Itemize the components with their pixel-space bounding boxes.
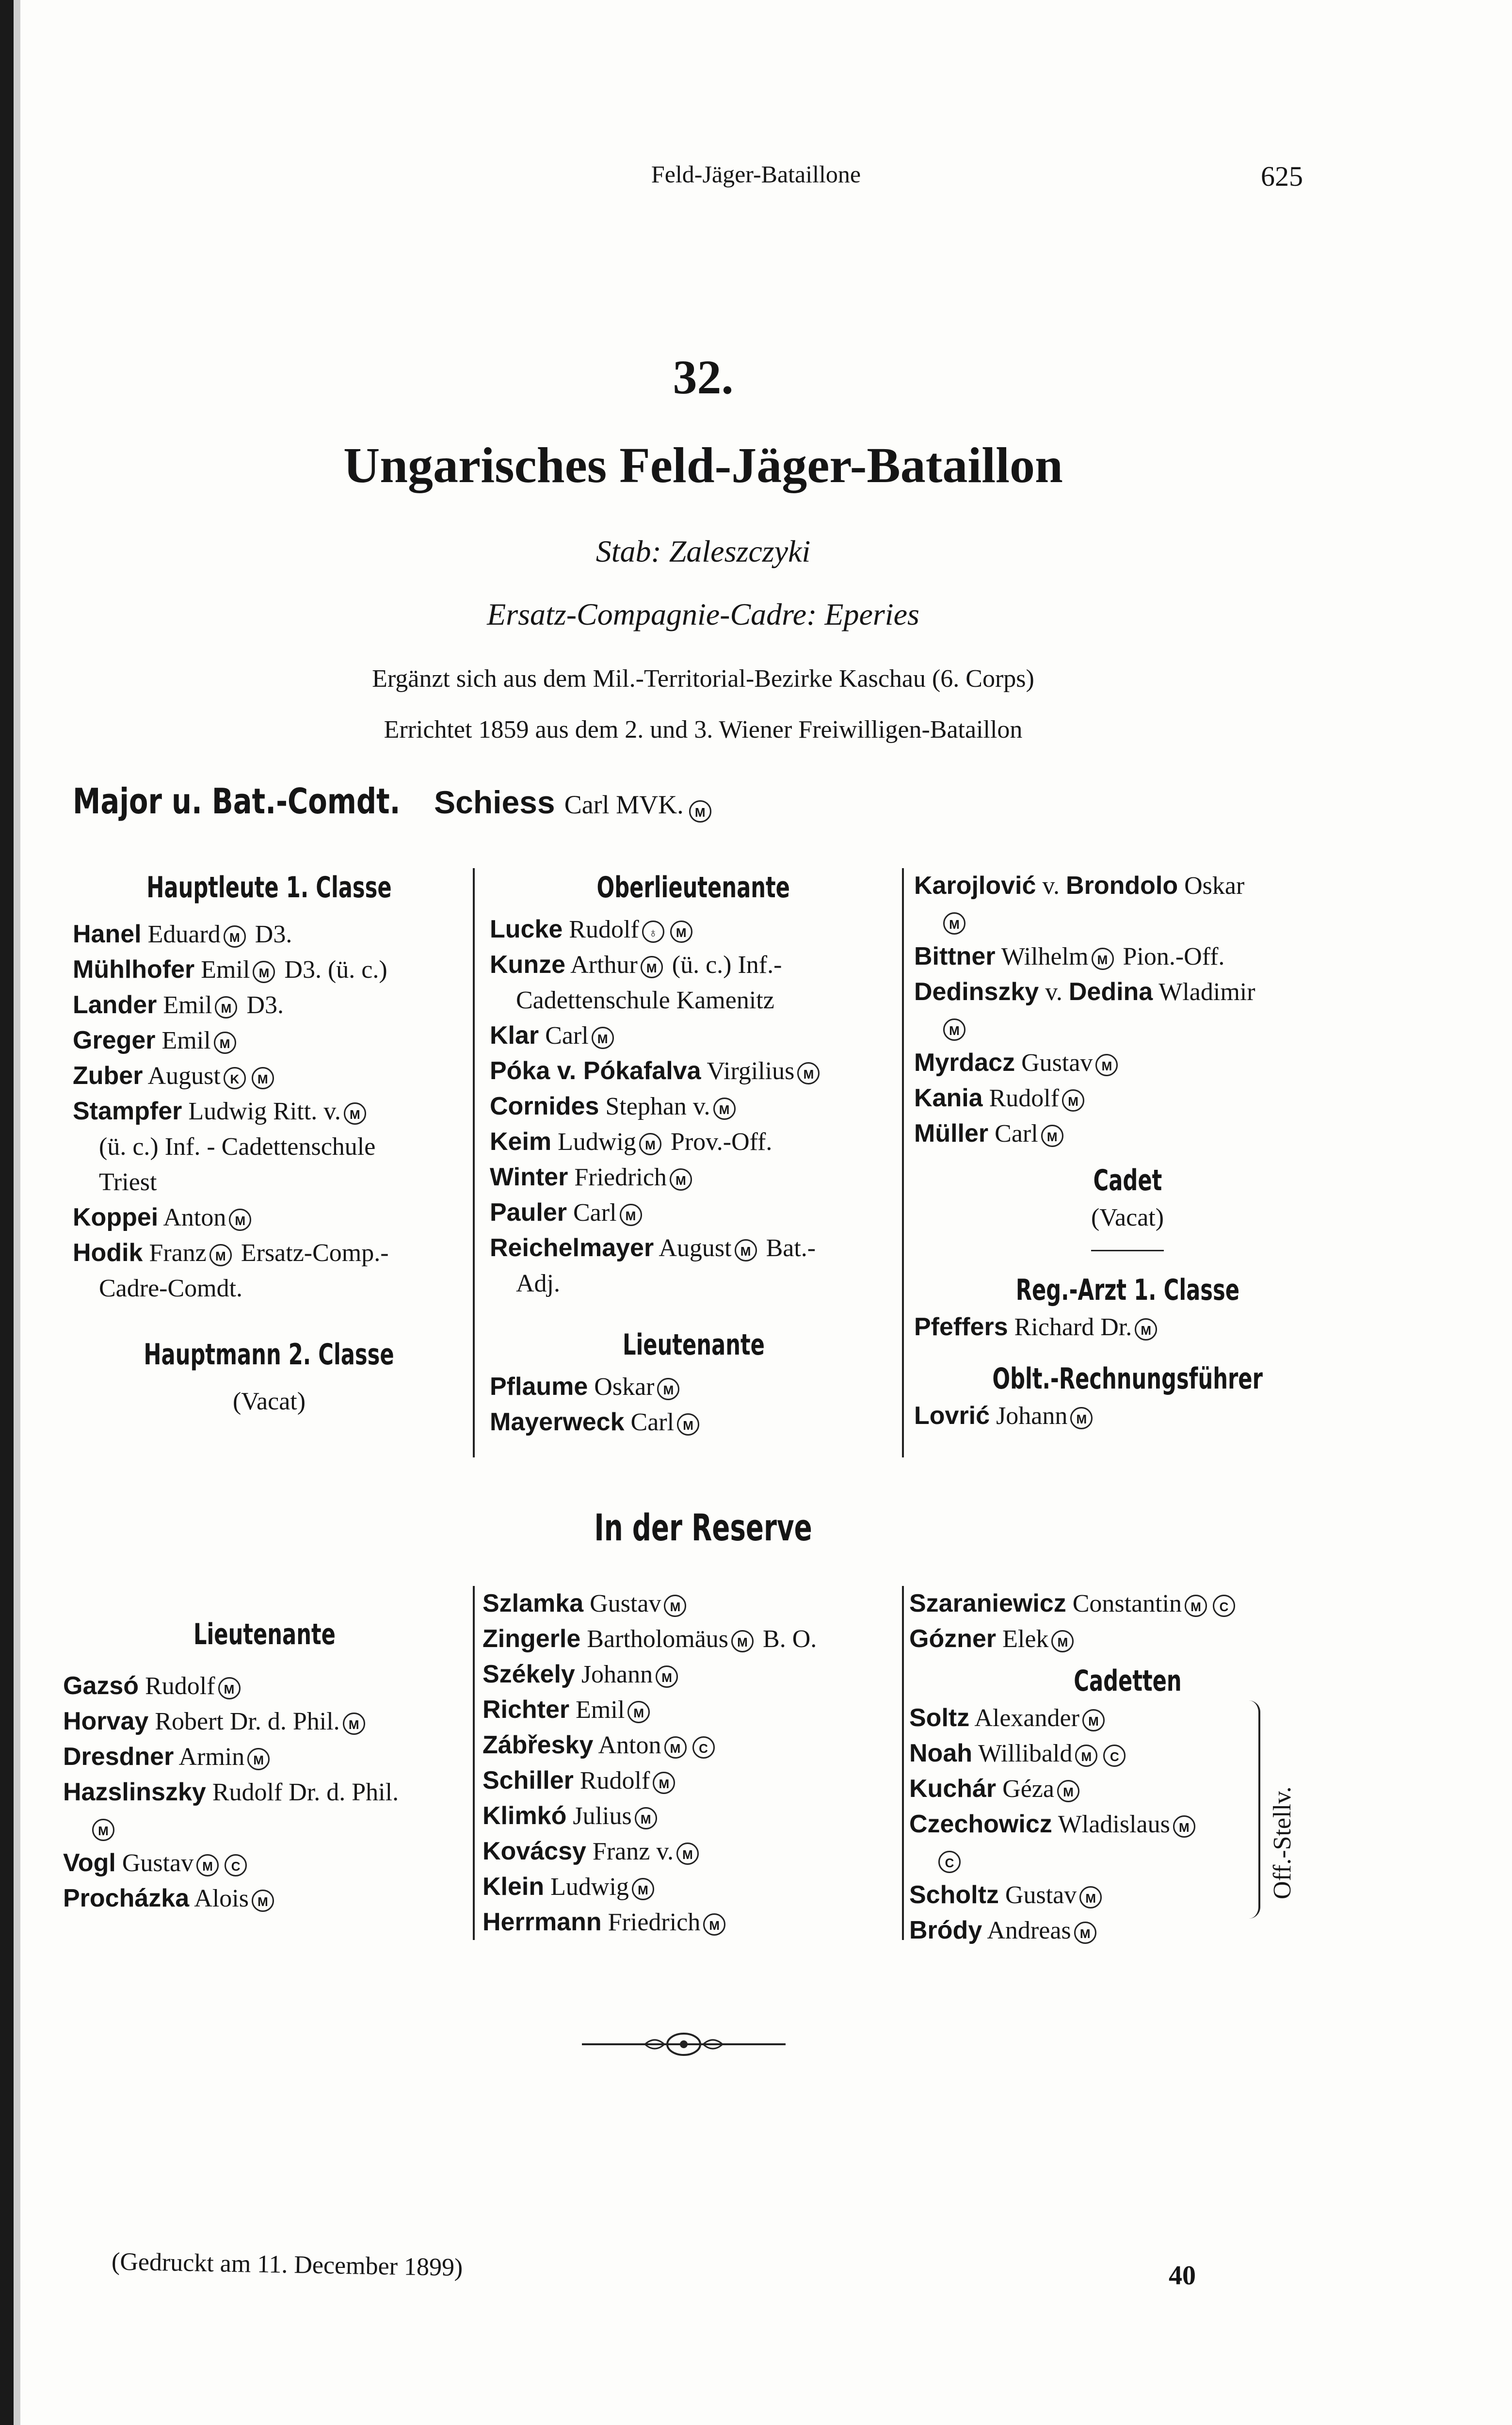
surname: Klein	[483, 1873, 545, 1901]
surname: Kania	[914, 1084, 983, 1112]
surname: Pflaume	[490, 1373, 588, 1401]
stab-line: Stab: Zaleszczyki	[595, 534, 811, 568]
merit-medal-icon: M	[676, 1843, 699, 1865]
surname: Keim	[490, 1128, 552, 1156]
surname: Scholtz	[909, 1881, 999, 1909]
divider	[1091, 1250, 1164, 1251]
active-column-1	[73, 868, 466, 1419]
surname: Soltz	[909, 1704, 970, 1732]
merit-medal-icon: M	[1051, 1630, 1074, 1652]
list-item: Kunze Arthur M (ü. c.) Inf.-	[490, 951, 782, 979]
list-item: Mühlhofer Emil M D3. (ü. c.)	[73, 955, 387, 984]
merit-medal-icon: M	[1041, 1125, 1063, 1147]
surname: Kovácsy	[483, 1837, 586, 1865]
list-item: Szlamka Gustav M	[483, 1586, 895, 1621]
merit-medal-icon: M	[1185, 1595, 1207, 1617]
merit-medal-icon: M	[664, 1736, 687, 1759]
list-item: Herrmann Friedrich M	[483, 1905, 895, 1940]
surname: Dedina	[1068, 978, 1153, 1006]
surname: Herrmann	[483, 1908, 602, 1936]
merit-medal-icon: M	[641, 956, 663, 978]
merit-medal-icon: M	[689, 800, 711, 823]
merit-medal-icon: M	[252, 1067, 274, 1089]
list-item: Reichelmayer August M Bat.-	[490, 1234, 816, 1262]
list-item: Stampfer Ludwig Ritt. v. M	[73, 1094, 466, 1129]
decoration-icon: ♁	[642, 921, 664, 943]
battalion-number: 32.	[673, 350, 734, 404]
merit-medal-icon: M	[1075, 1745, 1097, 1767]
merit-medal-icon: M	[214, 1032, 236, 1054]
reserve-lieutenante-heading: Lieutenante	[193, 1617, 336, 1651]
merit-medal-icon: M	[1070, 1407, 1093, 1429]
surname: Brondolo	[1066, 872, 1178, 900]
list-item: Triest	[99, 1168, 157, 1196]
merit-medal-icon: M	[1074, 1922, 1096, 1944]
surname: Hanel	[73, 920, 142, 948]
cadetten-bracket-label: Off.-Stellv.	[1269, 1786, 1296, 1899]
reserve-lieutenante-list	[63, 1668, 466, 1916]
merit-medal-icon: M	[1092, 948, 1114, 970]
surname: Procházka	[63, 1884, 190, 1912]
list-item: Bittner Wilhelm M Pion.-Off.	[914, 942, 1225, 970]
sheet-signature: 40	[1169, 2261, 1196, 2291]
rechnungsfuehrer-heading: Oblt.-Rechnungsführer	[992, 1362, 1263, 1396]
surname: Myrdacz	[914, 1049, 1015, 1077]
merit-medal-icon: M	[627, 1701, 650, 1723]
list-item: Richter Emil M	[483, 1692, 895, 1728]
c-medal-icon: C	[938, 1851, 961, 1873]
merit-medal-icon: M	[92, 1819, 114, 1841]
surname: Reichelmayer	[490, 1234, 654, 1262]
list-item: Cadettenschule Kamenitz	[516, 986, 774, 1014]
running-title: Feld-Jäger-Bataillone	[651, 161, 861, 188]
hauptleute-1-heading: Hauptleute 1. Classe	[146, 871, 392, 905]
surname: Lander	[73, 991, 157, 1019]
hauptleute-1-list	[73, 917, 466, 1306]
merit-medal-icon: M	[1135, 1318, 1157, 1341]
k-medal-icon: K	[224, 1067, 246, 1089]
column-rule	[902, 868, 904, 1457]
surname: Zingerle	[483, 1625, 581, 1653]
list-item: Klein Ludwig M	[483, 1869, 895, 1905]
list-item: Scholtz Gustav M	[909, 1877, 1346, 1913]
merit-medal-icon: M	[215, 996, 237, 1018]
list-item: Czechowicz Wladislaus M	[909, 1807, 1346, 1842]
list-item: Mayerweck Carl M	[490, 1405, 897, 1440]
list-item: Myrdacz Gustav M	[914, 1045, 1341, 1081]
surname: Koppei	[73, 1203, 159, 1231]
list-item: Noah Willibald M C	[909, 1736, 1346, 1771]
list-item: Lovrić Johann M	[914, 1398, 1341, 1434]
list-item: Bródy Andreas M	[909, 1913, 1346, 1948]
list-item	[914, 904, 1341, 939]
surname: Póka v. Pókafalva	[490, 1057, 701, 1085]
cadetten-heading: Cadetten	[1073, 1664, 1182, 1698]
rechnungsfuehrer-list	[914, 1398, 1341, 1434]
surname: Gózner	[909, 1625, 997, 1653]
list-item	[63, 1810, 466, 1845]
surname: Dresdner	[63, 1743, 174, 1771]
list-item: Zingerle Bartholomäus M B. O.	[483, 1625, 817, 1653]
reserve-heading: In der Reserve	[594, 1506, 812, 1549]
list-item: Kuchár Géza M	[909, 1771, 1346, 1807]
list-item: Hodik Franz M Ersatz-Comp.-	[73, 1239, 389, 1267]
merit-medal-icon: M	[620, 1204, 642, 1226]
cadet-heading: Cadet	[1093, 1164, 1162, 1197]
surname: Dedinszky	[914, 978, 1039, 1006]
merit-medal-icon: M	[797, 1062, 820, 1084]
surname: Greger	[73, 1026, 156, 1054]
lieutenante-heading: Lieutenante	[622, 1328, 765, 1362]
commander-line	[73, 781, 714, 823]
column-rule	[473, 1586, 475, 1940]
errichtet-line: Errichtet 1859 aus dem 2. und 3. Wiener Freiwilligen-Bataillon	[384, 716, 1023, 744]
surname: Vogl	[63, 1849, 116, 1877]
list-item: Pflaume Oskar M	[490, 1369, 897, 1405]
surname: Bródy	[909, 1916, 982, 1944]
list-item: Póka v. Pókafalva Virgilius M	[490, 1053, 897, 1089]
surname: Klar	[490, 1021, 539, 1050]
merit-medal-icon: M	[1057, 1780, 1079, 1802]
list-item: Horvay Robert Dr. d. Phil. M	[63, 1704, 466, 1739]
list-item: Lander Emil M D3.	[73, 991, 284, 1019]
cadetten-bracket	[1249, 1700, 1260, 1919]
surname: Kuchár	[909, 1775, 997, 1803]
merit-medal-icon: M	[943, 912, 965, 935]
list-item: Gózner Elek M	[909, 1621, 1346, 1657]
surname: Richter	[483, 1696, 570, 1724]
ersatz-line: Ersatz-Compagnie-Cadre: Eperies	[487, 597, 919, 631]
merit-medal-icon: M	[344, 1102, 366, 1125]
merit-medal-icon: M	[224, 925, 246, 948]
list-item: Zuber August K M	[73, 1058, 466, 1094]
surname: Horvay	[63, 1707, 149, 1735]
merit-medal-icon: M	[657, 1378, 679, 1400]
c-medal-icon: C	[1103, 1745, 1126, 1767]
list-item: Gazsó Rudolf M	[63, 1668, 466, 1704]
cadet-vacat: (Vacat)	[1091, 1204, 1164, 1231]
surname: Müller	[914, 1119, 989, 1148]
merit-medal-icon: M	[218, 1677, 241, 1699]
reserve-column-3-list	[909, 1586, 1346, 1657]
column-rule	[473, 868, 475, 1457]
surname: Zuber	[73, 1062, 143, 1090]
column-rule	[902, 1586, 904, 1940]
commander-rest: Carl MVK.	[564, 790, 684, 819]
surname: Schiller	[483, 1766, 574, 1794]
lieutenante-list	[490, 1369, 897, 1440]
list-item: Székely Johann M	[483, 1657, 895, 1692]
oberlieutenante-list	[490, 912, 897, 1301]
merit-medal-icon: M	[1062, 1089, 1084, 1112]
list-item: Klar Carl M	[490, 1018, 897, 1053]
c-medal-icon: C	[1213, 1595, 1235, 1617]
merit-medal-icon: M	[670, 1168, 692, 1191]
surname: Cornides	[490, 1092, 599, 1120]
merit-medal-icon: M	[343, 1713, 365, 1735]
merit-medal-icon: M	[196, 1854, 219, 1876]
reg-arzt-heading: Reg.-Arzt 1. Classe	[1015, 1273, 1239, 1307]
ornament-divider	[577, 2030, 790, 2059]
list-item: Hazslinszky Rudolf Dr. d. Phil.	[63, 1778, 399, 1806]
merit-medal-icon: M	[943, 1018, 965, 1041]
surname: Stampfer	[73, 1097, 182, 1125]
list-item: Cornides Stephan v. M	[490, 1089, 897, 1124]
list-item: Dedinszky v. Dedina Wladimir	[914, 978, 1255, 1006]
surname: Pfeffers	[914, 1313, 1008, 1341]
list-item: Zábřesky Anton M C	[483, 1728, 895, 1763]
list-item: Pauler Carl M	[490, 1195, 897, 1230]
commander-rank: Major u. Bat.-Comdt.	[73, 781, 401, 822]
reg-arzt-list	[914, 1310, 1341, 1345]
erganzt-line: Ergänzt sich aus dem Mil.-Territorial-Bezirke Kaschau (6. Corps)	[372, 665, 1034, 693]
list-item: Hanel Eduard M D3.	[73, 920, 292, 948]
list-item: Vogl Gustav M C	[63, 1845, 466, 1881]
merit-medal-icon: M	[1095, 1054, 1118, 1076]
merit-medal-icon: M	[664, 1595, 686, 1617]
surname: Czechowicz	[909, 1810, 1052, 1838]
list-item: Kania Rudolf M	[914, 1081, 1341, 1116]
merit-medal-icon: M	[635, 1807, 657, 1829]
merit-medal-icon: M	[653, 1772, 675, 1794]
merit-medal-icon: M	[632, 1878, 654, 1900]
commander-surname: Schiess	[434, 784, 555, 820]
surname: Karojlović	[914, 872, 1036, 900]
surname: Zábřesky	[483, 1731, 594, 1759]
surname: Lucke	[490, 915, 563, 943]
merit-medal-icon: M	[670, 921, 692, 943]
merit-medal-icon: M	[713, 1098, 736, 1120]
list-item: Keim Ludwig M Prov.-Off.	[490, 1128, 772, 1156]
surname: Hazslinszky	[63, 1778, 206, 1806]
surname: Mayerweck	[490, 1408, 625, 1436]
merit-medal-icon: M	[735, 1239, 757, 1261]
surname: Winter	[490, 1163, 568, 1191]
list-item: Lucke Rudolf ♁ M	[490, 912, 897, 947]
merit-medal-icon: M	[252, 1890, 274, 1912]
reserve-column-3	[909, 1586, 1346, 1948]
c-medal-icon: C	[692, 1736, 715, 1759]
surname: Klimkó	[483, 1802, 567, 1830]
list-item: Soltz Alexander M	[909, 1700, 1346, 1736]
battalion-name: Ungarisches Feld-Jäger-Bataillon	[343, 437, 1063, 493]
list-item: Winter Friedrich M	[490, 1160, 897, 1195]
merit-medal-icon: M	[1082, 1709, 1105, 1731]
surname: Szaraniewicz	[909, 1589, 1066, 1617]
active-column-3	[914, 868, 1341, 1434]
printed-date: (Gedruckt am 11. December 1899)	[111, 2247, 463, 2282]
merit-medal-icon: M	[639, 1133, 661, 1155]
list-item: Schiller Rudolf M	[483, 1763, 895, 1798]
merit-medal-icon: M	[229, 1209, 251, 1231]
oberlieutenante-heading: Oberlieutenante	[596, 871, 790, 905]
merit-medal-icon: M	[677, 1413, 699, 1436]
list-item: Koppei Anton M	[73, 1200, 466, 1235]
list-item: Dresdner Armin M	[63, 1739, 466, 1775]
list-item: Karojlović v. Brondolo Oskar	[914, 872, 1245, 900]
surname: Noah	[909, 1739, 972, 1767]
list-item: Adj.	[516, 1270, 560, 1297]
merit-medal-icon: M	[703, 1913, 725, 1936]
list-item: Szaraniewicz Constantin M C	[909, 1586, 1346, 1621]
list-item: Greger Emil M	[73, 1023, 466, 1058]
surname: Szlamka	[483, 1589, 584, 1617]
reserve-column-2-list	[483, 1586, 895, 1940]
list-item: (ü. c.) Inf. - Cadettenschule	[99, 1133, 376, 1161]
list-item: Procházka Alois M	[63, 1881, 466, 1916]
list-item: Cadre-Comdt.	[99, 1275, 243, 1302]
merit-medal-icon: M	[1173, 1815, 1195, 1838]
merit-medal-icon: M	[209, 1244, 232, 1266]
list-item: Kovácsy Franz v. M	[483, 1834, 895, 1869]
surname: Gazsó	[63, 1672, 139, 1700]
merit-medal-icon: M	[253, 961, 275, 983]
surname: Hodik	[73, 1239, 143, 1267]
merit-medal-icon: M	[1079, 1886, 1102, 1908]
surname: Lovrić	[914, 1402, 990, 1430]
surname: Mühlhofer	[73, 955, 195, 984]
list-item: Müller Carl M	[914, 1116, 1341, 1151]
reserve-column-1	[63, 1615, 466, 1916]
list-item: Klimkó Julius M	[483, 1798, 895, 1834]
list-item	[914, 1010, 1341, 1045]
reserve-column-2	[483, 1586, 895, 1940]
c-medal-icon: C	[225, 1854, 247, 1876]
hauptmann-2-vacat: (Vacat)	[232, 1388, 306, 1415]
list-item: Pfeffers Richard Dr. M	[914, 1310, 1341, 1345]
surname: Bittner	[914, 942, 996, 970]
column-3-list	[914, 868, 1341, 1151]
active-column-2	[490, 868, 897, 1440]
surname: Kunze	[490, 951, 565, 979]
merit-medal-icon: M	[731, 1630, 754, 1652]
page-number: 625	[1261, 161, 1303, 192]
surname: Pauler	[490, 1198, 567, 1227]
merit-medal-icon: M	[247, 1748, 270, 1770]
reserve-heading-wrap	[0, 1508, 1406, 1547]
hauptmann-2-heading: Hauptmann 2. Classe	[144, 1338, 395, 1372]
merit-medal-icon: M	[592, 1027, 614, 1049]
surname: Székely	[483, 1660, 575, 1688]
merit-medal-icon: M	[656, 1665, 678, 1688]
